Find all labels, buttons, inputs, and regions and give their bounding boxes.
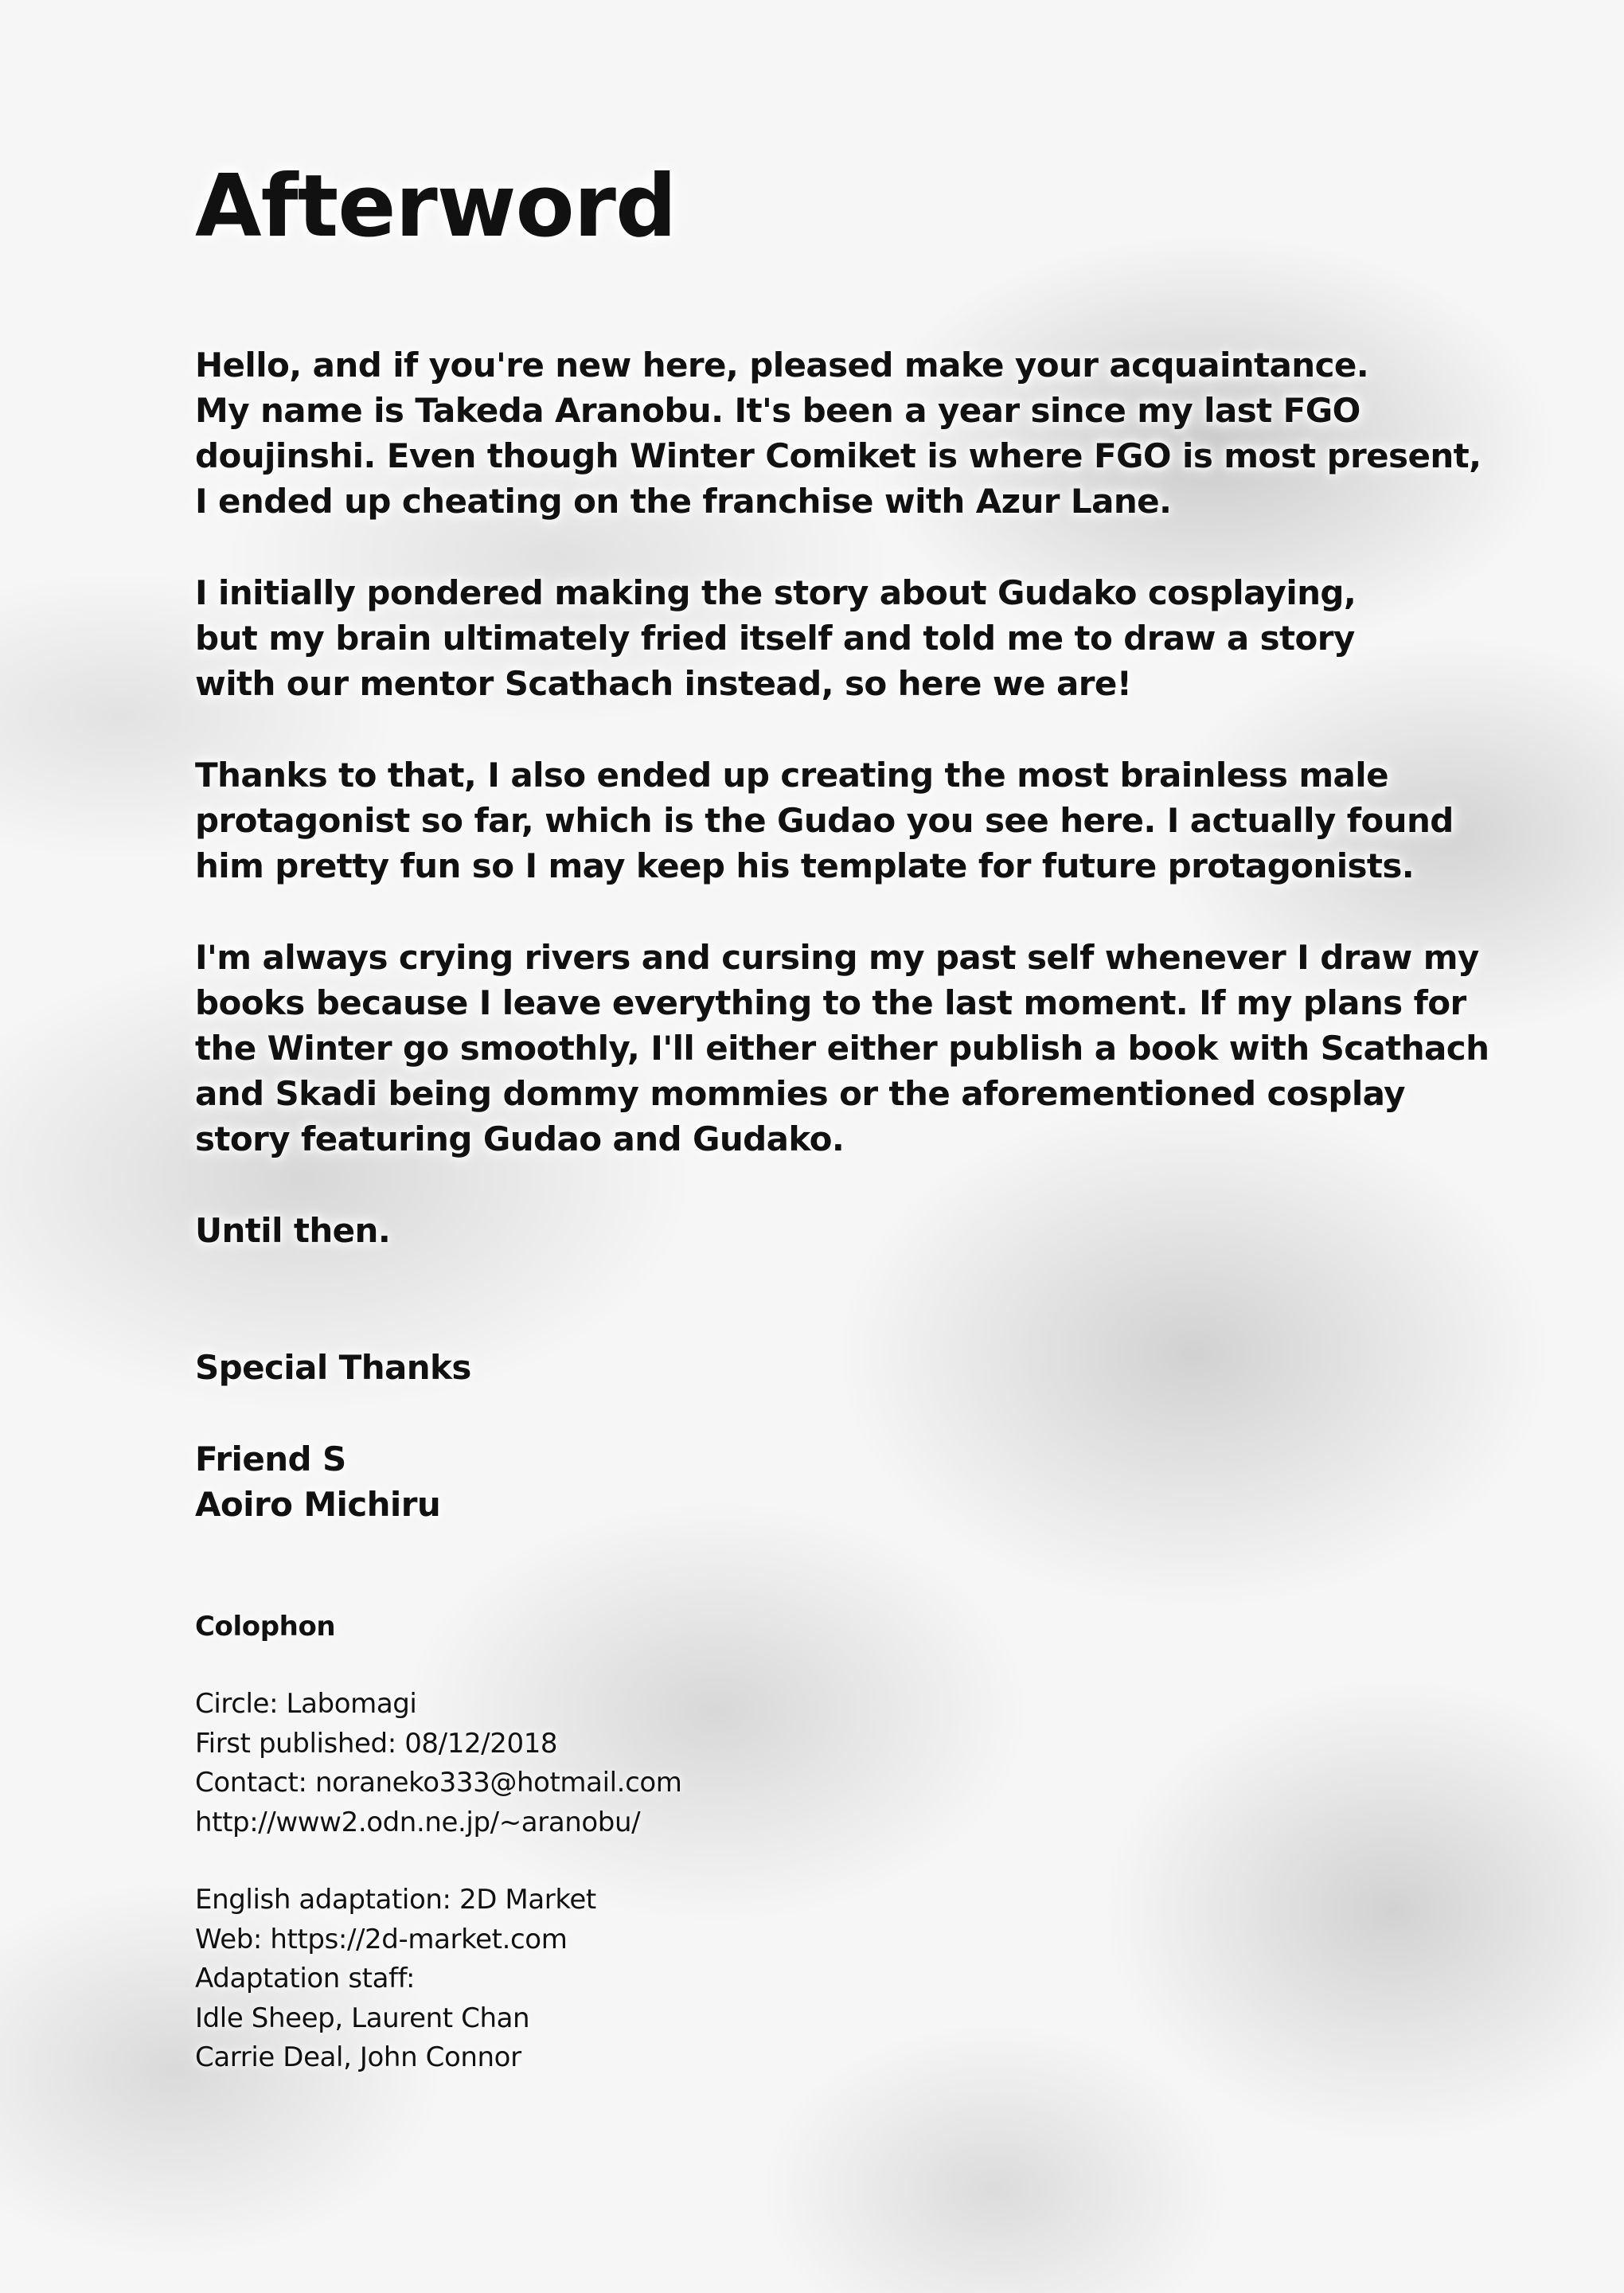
colophon-heading: Colophon: [195, 1611, 336, 1643]
paragraph-line: but my brain ultimately fried itself and told me to draw a story: [195, 619, 1355, 658]
paragraph-line: I ended up cheating on the franchise with Azur Lane.: [195, 482, 1172, 521]
colophon-staff-names: Idle Sheep, Laurent Chan: [195, 2002, 530, 2034]
paragraph-line: Thanks to that, I also ended up creating the most brainless male: [195, 756, 1388, 795]
paragraph-2: [195, 570, 1469, 706]
paragraph-line: with our mentor Scathach instead, so here we are!: [195, 664, 1132, 703]
paragraph-3: [195, 752, 1469, 889]
paragraph-line: story featuring Gudao and Gudako.: [195, 1119, 845, 1158]
paragraph-4: [195, 935, 1489, 1162]
paragraph-line: My name is Takeda Aranobu. It's been a year since my last FGO: [195, 391, 1360, 430]
paragraph-5: [195, 1208, 1469, 1253]
paragraph-line: books because I leave everything to the last moment. If my plans for: [195, 983, 1466, 1022]
page-title: Afterword: [195, 157, 677, 256]
colophon-adaptation-info: [195, 1881, 1469, 2078]
special-thanks-section: [195, 1345, 1469, 1527]
colophon-section: [195, 1607, 1469, 2078]
paragraph-line: I'm always crying rivers and cursing my past self whenever I draw my: [195, 938, 1479, 977]
paragraph-line: and Skadi being dommy mommies or the aforementioned cosplay: [195, 1074, 1405, 1113]
paragraph-line: protagonist so far, which is the Gudao you see here. I actually found: [195, 801, 1454, 840]
colophon-web-url: Web: https://2d-market.com: [195, 1923, 568, 1955]
colophon-staff-label: Adaptation staff:: [195, 1963, 416, 1994]
colophon-published-date: First published: 08/12/2018: [195, 1727, 558, 1760]
paragraph-line: doujinshi. Even though Winter Comiket is where FGO is most present,: [195, 436, 1482, 475]
special-thanks-list: [195, 1436, 1469, 1527]
paragraph-line: him pretty fun so I may keep his template for future protagonists.: [195, 846, 1415, 885]
paragraph-line: Hello, and if you're new here, pleased make your acquaintance.: [195, 346, 1369, 385]
special-thanks-heading: Special Thanks: [195, 1348, 471, 1387]
paragraph-1: [195, 342, 1482, 524]
thanks-name: Aoiro Michiru: [195, 1485, 441, 1524]
paragraph-line: Until then.: [195, 1211, 391, 1250]
colophon-original-info: [195, 1685, 1469, 1842]
colophon-staff-names: Carrie Deal, John Connor: [195, 2041, 521, 2073]
paragraph-line: I initially pondered making the story about Gudako cosplaying,: [195, 573, 1357, 612]
afterword-content: [195, 155, 1489, 2078]
paragraph-line: the Winter go smoothly, I'll either either publish a book with Scathach: [195, 1029, 1489, 1068]
colophon-adaptation: English adaptation: 2D Market: [195, 1884, 596, 1916]
afterword-body: [195, 342, 1489, 1253]
colophon-circle: Circle: Labomagi: [195, 1688, 417, 1720]
colophon-website-url: http://www2.odn.ne.jp/~aranobu/: [195, 1806, 641, 1838]
colophon-contact-email: Contact: noraneko333@hotmail.com: [195, 1767, 682, 1799]
thanks-name: Friend S: [195, 1439, 346, 1479]
